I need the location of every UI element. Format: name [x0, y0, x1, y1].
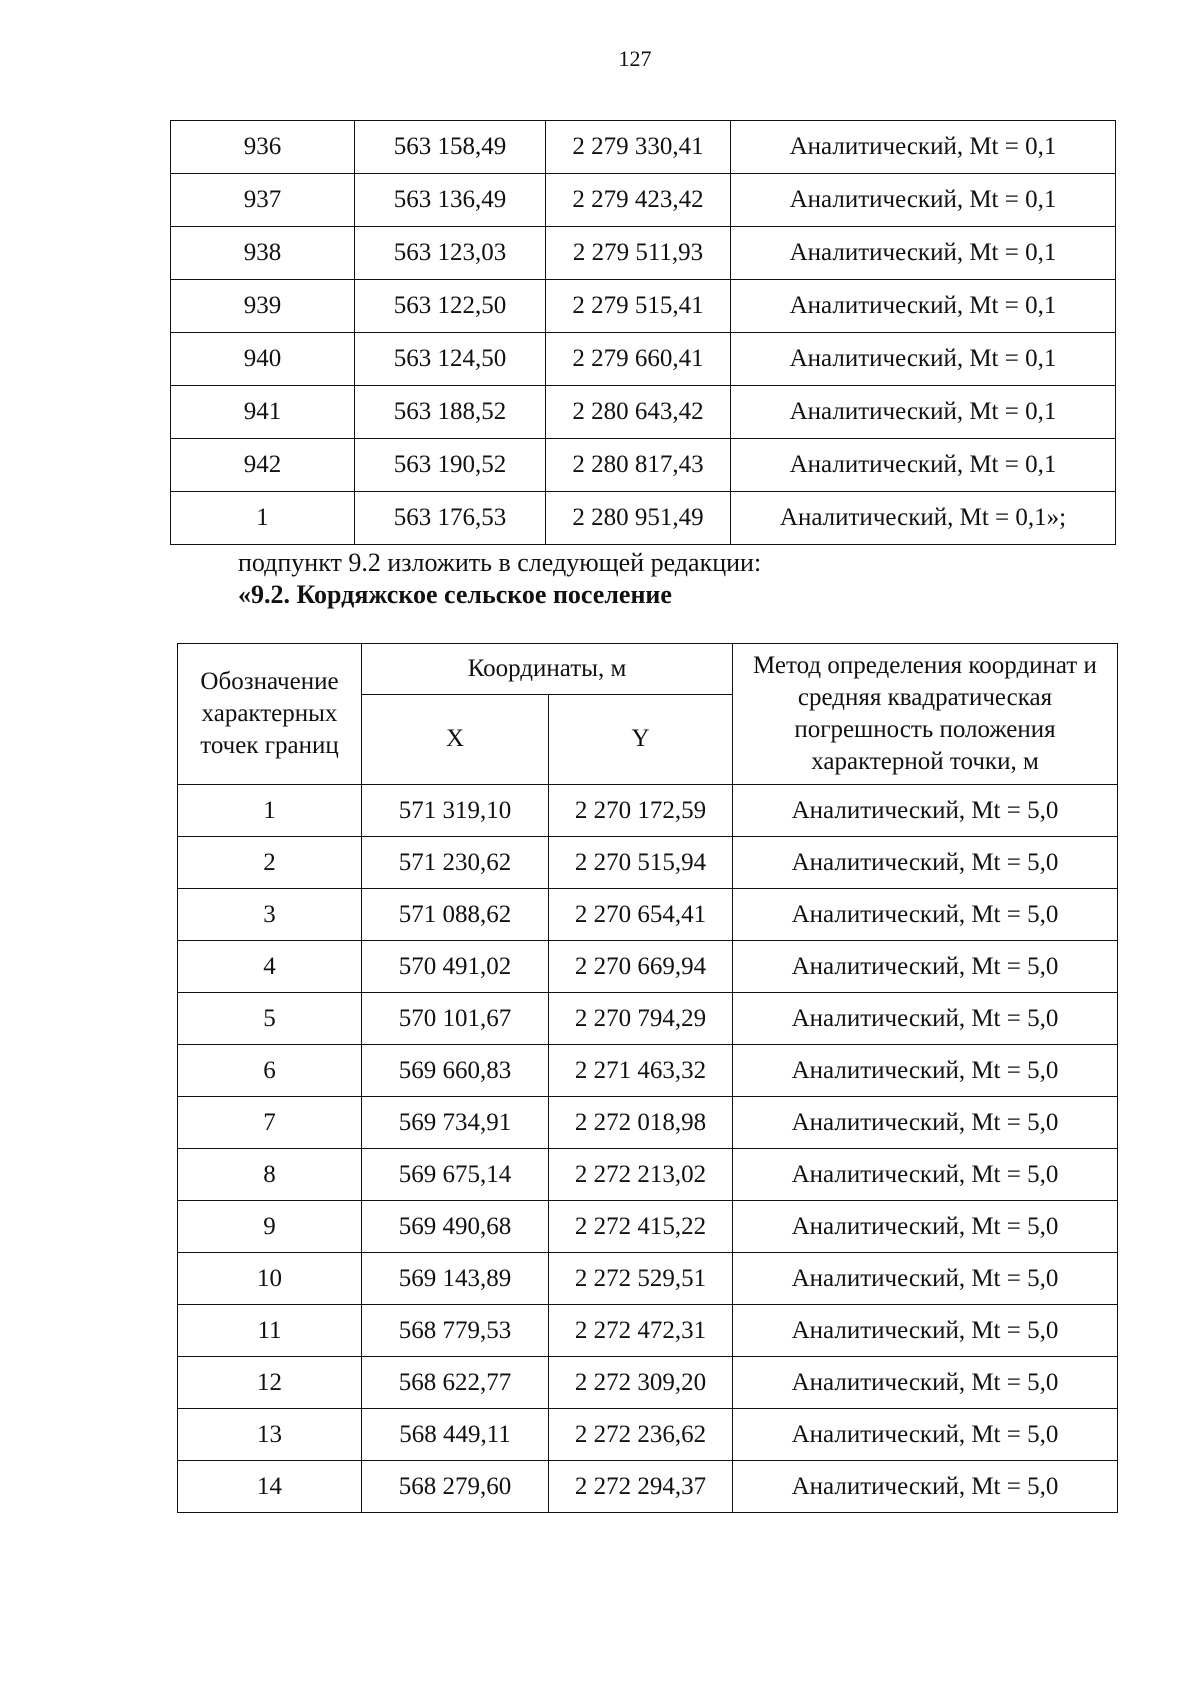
y-cell: 2 270 172,59: [549, 785, 733, 837]
method-cell: Аналитический, Mt = 5,0: [733, 1253, 1118, 1305]
y-cell: 2 272 236,62: [549, 1409, 733, 1461]
method-cell: Аналитический, Mt = 0,1»;: [731, 492, 1116, 545]
y-cell: 2 279 423,42: [546, 174, 731, 227]
table-row: [171, 174, 1116, 227]
point-cell: 10: [178, 1253, 362, 1305]
coordinates-table-continued: [170, 120, 1116, 545]
y-cell: 2 279 660,41: [546, 333, 731, 386]
section-heading: «9.2. Кордяжское сельское поселение: [238, 580, 672, 609]
method-cell: Аналитический, Mt = 5,0: [733, 837, 1118, 889]
y-cell: 2 280 951,49: [546, 492, 731, 545]
y-cell: 2 272 415,22: [549, 1201, 733, 1253]
table-row: [178, 1253, 1118, 1305]
coordinates-table-continued-body: [171, 121, 1116, 545]
x-cell: 563 123,03: [355, 227, 546, 280]
point-cell: 4: [178, 941, 362, 993]
y-cell: 2 279 515,41: [546, 280, 731, 333]
method-cell: Аналитический, Mt = 0,1: [731, 280, 1116, 333]
y-cell: 2 272 213,02: [549, 1149, 733, 1201]
x-cell: 563 124,50: [355, 333, 546, 386]
table-row: [171, 333, 1116, 386]
table-row: [178, 1305, 1118, 1357]
x-cell: 569 675,14: [362, 1149, 549, 1201]
point-cell: 7: [178, 1097, 362, 1149]
table-row: [178, 1461, 1118, 1513]
method-cell: Аналитический, Mt = 5,0: [733, 1357, 1118, 1409]
y-cell: 2 270 654,41: [549, 889, 733, 941]
point-cell: 13: [178, 1409, 362, 1461]
method-cell: Аналитический, Mt = 5,0: [733, 1461, 1118, 1513]
method-cell: Аналитический, Mt = 5,0: [733, 941, 1118, 993]
header-point-designation: Обозначение характерных точек границ: [178, 644, 362, 785]
x-cell: 563 136,49: [355, 174, 546, 227]
point-cell: 937: [171, 174, 355, 227]
point-cell: 8: [178, 1149, 362, 1201]
table-row: [178, 993, 1118, 1045]
y-cell: 2 271 463,32: [549, 1045, 733, 1097]
x-cell: 570 491,02: [362, 941, 549, 993]
coordinates-table-header: [178, 644, 1118, 785]
x-cell: 568 449,11: [362, 1409, 549, 1461]
method-cell: Аналитический, Mt = 5,0: [733, 1149, 1118, 1201]
y-cell: 2 270 669,94: [549, 941, 733, 993]
point-cell: 12: [178, 1357, 362, 1409]
x-cell: 569 143,89: [362, 1253, 549, 1305]
x-cell: 570 101,67: [362, 993, 549, 1045]
method-cell: Аналитический, Mt = 5,0: [733, 993, 1118, 1045]
table-row: [178, 1045, 1118, 1097]
header-y: Y: [549, 694, 733, 784]
point-cell: 941: [171, 386, 355, 439]
method-cell: Аналитический, Mt = 0,1: [731, 439, 1116, 492]
table-row: [178, 785, 1118, 837]
point-cell: 940: [171, 333, 355, 386]
page-number: 127: [618, 46, 652, 71]
method-cell: Аналитический, Mt = 0,1: [731, 227, 1116, 280]
y-cell: 2 272 309,20: [549, 1357, 733, 1409]
x-cell: 563 190,52: [355, 439, 546, 492]
table-row: [178, 1201, 1118, 1253]
x-cell: 571 319,10: [362, 785, 549, 837]
amendment-instruction: подпункт 9.2 изложить в следующей редакции:: [238, 548, 762, 577]
method-cell: Аналитический, Mt = 5,0: [733, 1201, 1118, 1253]
coordinates-table-body: [178, 785, 1118, 1513]
y-cell: 2 272 472,31: [549, 1305, 733, 1357]
y-cell: 2 272 018,98: [549, 1097, 733, 1149]
point-cell: 5: [178, 993, 362, 1045]
point-cell: 9: [178, 1201, 362, 1253]
point-cell: 2: [178, 837, 362, 889]
y-cell: 2 279 330,41: [546, 121, 731, 174]
table-row: [178, 1097, 1118, 1149]
x-cell: 563 176,53: [355, 492, 546, 545]
method-cell: Аналитический, Mt = 0,1: [731, 174, 1116, 227]
point-cell: 939: [171, 280, 355, 333]
point-cell: 11: [178, 1305, 362, 1357]
x-cell: 568 779,53: [362, 1305, 549, 1357]
x-cell: 571 230,62: [362, 837, 549, 889]
point-cell: 14: [178, 1461, 362, 1513]
table-row: [171, 386, 1116, 439]
x-cell: 569 734,91: [362, 1097, 549, 1149]
method-cell: Аналитический, Mt = 0,1: [731, 333, 1116, 386]
header-coordinates: Координаты, м: [362, 644, 733, 695]
table-row: [178, 889, 1118, 941]
table-row: [178, 1357, 1118, 1409]
point-cell: 942: [171, 439, 355, 492]
point-cell: 1: [171, 492, 355, 545]
method-cell: Аналитический, Mt = 5,0: [733, 1097, 1118, 1149]
header-method: Метод определения координат и средняя квадратическая погрешность положения характерной точки, м: [733, 644, 1118, 785]
y-cell: 2 270 515,94: [549, 837, 733, 889]
method-cell: Аналитический, Mt = 0,1: [731, 386, 1116, 439]
point-cell: 3: [178, 889, 362, 941]
table-row: [171, 492, 1116, 545]
point-cell: 938: [171, 227, 355, 280]
header-x: X: [362, 694, 549, 784]
method-cell: Аналитический, Mt = 5,0: [733, 1305, 1118, 1357]
table-row: [178, 1409, 1118, 1461]
x-cell: 568 279,60: [362, 1461, 549, 1513]
y-cell: 2 272 529,51: [549, 1253, 733, 1305]
x-cell: 569 660,83: [362, 1045, 549, 1097]
y-cell: 2 280 643,42: [546, 386, 731, 439]
table-row: [178, 941, 1118, 993]
method-cell: Аналитический, Mt = 5,0: [733, 889, 1118, 941]
x-cell: 563 158,49: [355, 121, 546, 174]
method-cell: Аналитический, Mt = 0,1: [731, 121, 1116, 174]
method-cell: Аналитический, Mt = 5,0: [733, 1409, 1118, 1461]
point-cell: 1: [178, 785, 362, 837]
x-cell: 563 122,50: [355, 280, 546, 333]
y-cell: 2 279 511,93: [546, 227, 731, 280]
table-row: [178, 1149, 1118, 1201]
x-cell: 569 490,68: [362, 1201, 549, 1253]
x-cell: 563 188,52: [355, 386, 546, 439]
y-cell: 2 270 794,29: [549, 993, 733, 1045]
table-row: [171, 121, 1116, 174]
point-cell: 6: [178, 1045, 362, 1097]
coordinates-table: [177, 643, 1118, 1513]
method-cell: Аналитический, Mt = 5,0: [733, 785, 1118, 837]
x-cell: 571 088,62: [362, 889, 549, 941]
method-cell: Аналитический, Mt = 5,0: [733, 1045, 1118, 1097]
table-row: [178, 837, 1118, 889]
table-row: [171, 227, 1116, 280]
y-cell: 2 280 817,43: [546, 439, 731, 492]
x-cell: 568 622,77: [362, 1357, 549, 1409]
table-row: [171, 439, 1116, 492]
point-cell: 936: [171, 121, 355, 174]
table-row: [171, 280, 1116, 333]
y-cell: 2 272 294,37: [549, 1461, 733, 1513]
